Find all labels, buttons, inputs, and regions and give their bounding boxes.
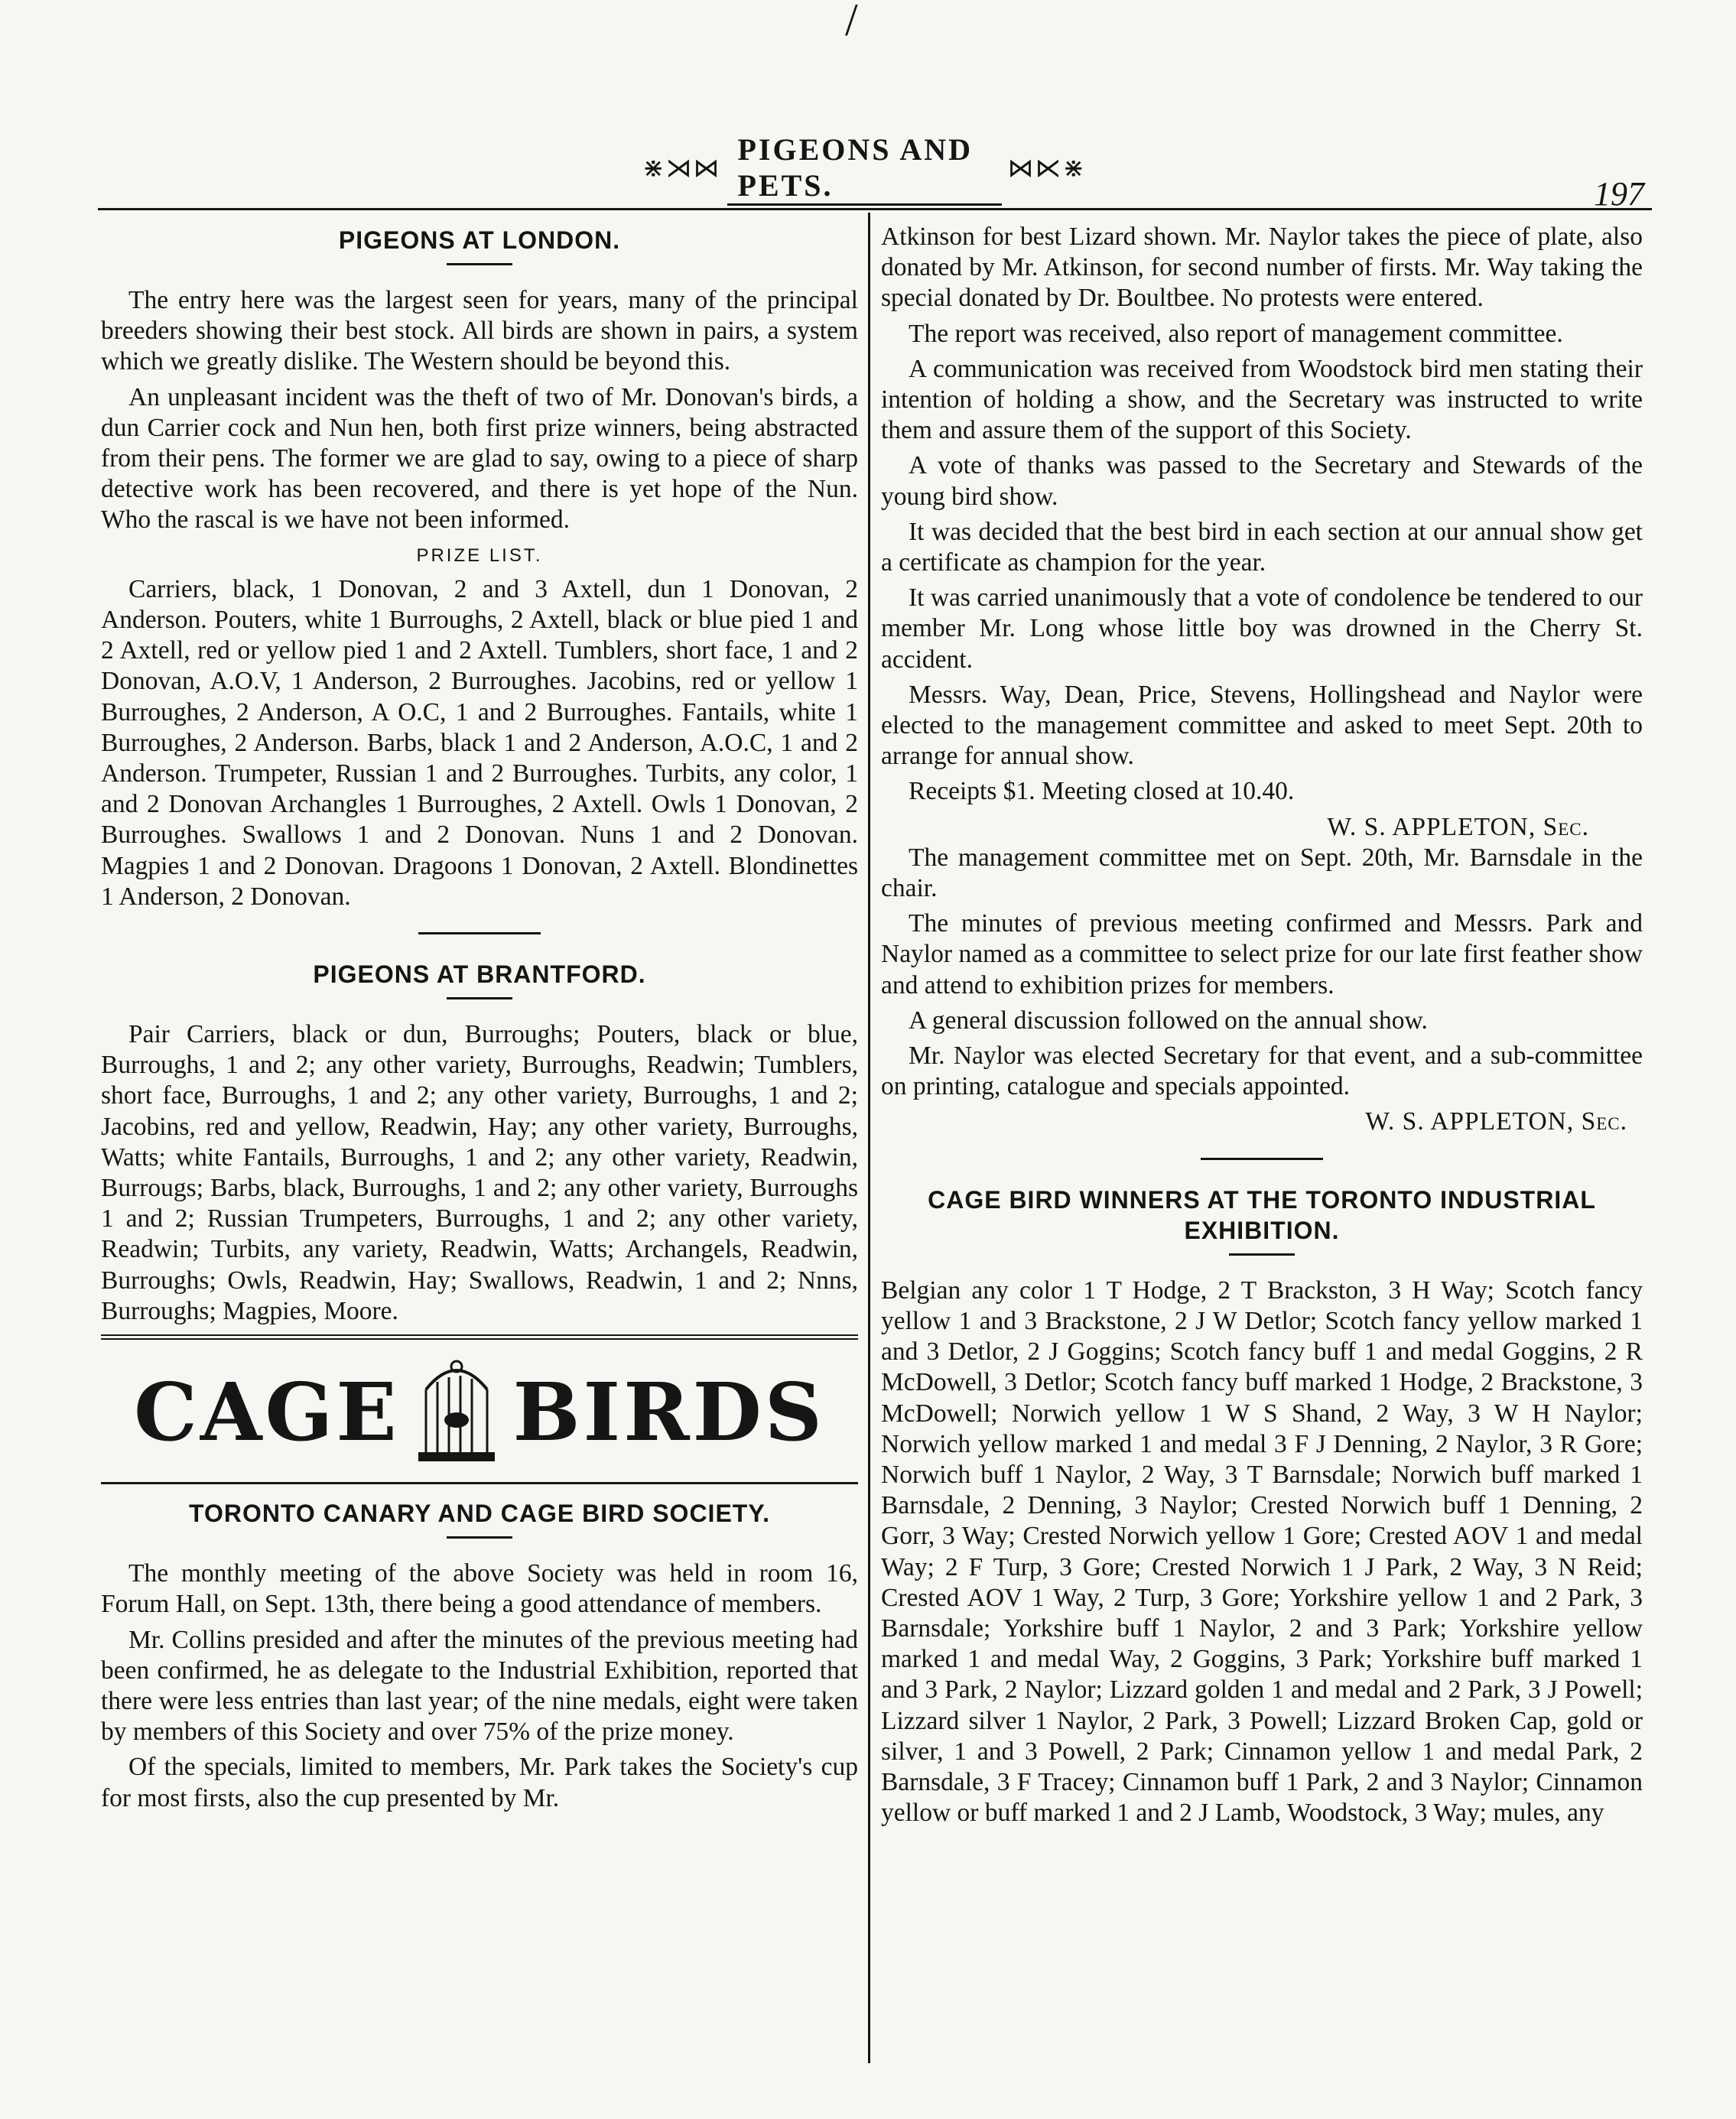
- paragraph: Mr. Naylor was elected Secretary for that event, and a sub-committee on printing, catalogue and specials appointed.: [881, 1042, 1643, 1101]
- paragraph: Of the specials, limited to members, Mr. Park takes the Society's cup for most firsts, also the cup presented by Mr.: [101, 1753, 858, 1812]
- paragraph: Pair Carriers, black or dun, Burroughs; Pouters, black or blue, Burroughs, 1 and 2; any other variety, Burroughs, Readwin; Tumblers, short face, Burroughs, 1 and 2; any other variety, Burroughs, 1 and 2; Jacobins, red and yellow, Readwin, Hay; any other variety, Burroughs, Watts; white Fantails, Burroughs, 1 and 2; any other variety, Readwin, Burrougs; Barbs, black, Burroughs, 1 and 2; any other variety, Burroughs 1 and 2; Russian Trumpeters, Burroughs, 1 and 2; any other variety, Readwin; Turbits, any variety, Readwin, Watts; Archangels, Readwin, Burroughs; Owls, Readwin, Hay; Swallows, Readwin, 1 and 2; Nnns, Burroughs; Magpies, Moore.: [101, 1020, 858, 1325]
- paragraph: The management committee met on Sept. 20th, Mr. Barnsdale in the chair.: [881, 843, 1643, 903]
- heading-rule: [447, 263, 512, 265]
- paragraph: The entry here was the largest seen for years, many of the principal breeders showing their best stock. All birds are shown in pairs, a system which we greatly dislike. The Western should be beyond this.: [101, 286, 858, 376]
- paragraph: A vote of thanks was passed to the Secretary and Stewards of the young bird show.: [881, 451, 1643, 511]
- heading-rule: [447, 997, 512, 999]
- paragraph: Messrs. Way, Dean, Price, Stevens, Hollingshead and Naylor were elected to the management committee and asked to meet Sept. 20th to arrange for annual show.: [881, 680, 1643, 771]
- heading-rule: [1229, 1253, 1295, 1256]
- heading-pigeons-at-brantford: PIGEONS AT BRANTFORD.: [313, 960, 646, 989]
- heading-toronto-canary-society: TORONTO CANARY AND CAGE BIRD SOCIETY.: [188, 1500, 771, 1528]
- paragraph: It was carried unanimously that a vote of condolence be tendered to our member Mr. Long whose little boy was drowned in the Cherry St. accident.: [881, 583, 1643, 674]
- masthead: [642, 132, 1086, 203]
- cage-birds-banner: [101, 1334, 858, 1484]
- paragraph: The monthly meeting of the above Society was held in room 16, Forum Hall, on Sept. 13th, there being a good attendance of members.: [101, 1559, 858, 1619]
- banner-word-birds: BIRDS: [512, 1364, 825, 1459]
- paragraph: An unpleasant incident was the theft of two of Mr. Donovan's birds, a dun Carrier cock and Nun hen, both first prize winners, being abstracted from their pens. The former we are glad to say, owing to a piece of sharp detective work has been recovered, and there is yet hope of the Nun. Who the rascal is we have not been informed.: [101, 382, 858, 535]
- heading-rule: [447, 1536, 512, 1539]
- paragraph: Belgian any color 1 T Hodge, 2 T Brackston, 3 H Way; Scotch fancy yellow 1 and 3 Brackstone, 2 J W Detlor; Scotch fancy yellow marked 1 and 3 Detlor, 2 J Goggins; Scotch fancy buff 1 and medal Goggins, 2 R McDowell, 3 Detlor; Scotch fancy buff marked 1 Hodge, 2 Brackstone, 3 McDowell; Norwich yellow 1 W S Shand, 2 Way, 3 W H Naylor; Norwich yellow marked 1 and medal 3 F J Denning, 2 Naylor, 3 R Gore; Norwich buff 1 Naylor, 2 Way, 3 T Barnsdale; Norwich buff marked 1 Barnsdale, 2 Denning, 3 Naylor; Crested Norwich buff 1 Denning, 2 Gorr, 3 Way; Crested Norwich yellow 1 Gore; Crested AOV 1 and medal Way; 2 F Turp, 3 Gore; Crested Norwich 1 J Park, 2 Way, 3 N Reid; Crested AOV 1 Way, 2 Turp, 3 Gore; Yorkshire yellow 1 and 2 Park, 3 Barnsdale; Yorkshire buff 1 Naylor, 2 and 3 Park; Yorkshire yellow marked 1 and medal Way, 2 Goggins, 3 Park; Yorkshire buff marked 1 and 3 Park, 2 Naylor; Lizzard golden 1 and medal and 2 Park, 3 J Powell; Lizzard silver 1 Naylor, 2 Park, 3 Powell; Lizzard Broken Cap, gold or silver, 1 and 3 Powell, 2 Park; Cinnamon yellow 1 and medal Park, 2 Barnsdale, 3 F Tracey; Cinnamon buff 1 Park, 2 and 3 Naylor; Cinnamon yellow or buff marked 1 and 2 J Lamb, Woodstock, 3 Way; mules, any: [881, 1276, 1643, 1828]
- heading-pigeons-at-london: PIGEONS AT LONDON.: [338, 226, 621, 254]
- paragraph: It was decided that the best bird in each section at our annual show get a certificate as champion for the year.: [881, 517, 1643, 577]
- paragraph: A communication was received from Woodstock bird men stating their intention of holding a show, and the Secretary was instructed to write them and assure them of the support of this Society.: [881, 354, 1643, 445]
- left-column: [101, 222, 858, 1818]
- header-rule: [98, 208, 1652, 210]
- top-pen-mark: /: [845, 0, 858, 45]
- right-column: [881, 222, 1643, 1833]
- paragraph: The report was received, also report of management committee.: [909, 319, 1563, 348]
- paragraph: The minutes of previous meeting confirmed and Messrs. Park and Naylor named as a committee to select prize for our late first feather show and attend to exhibition prizes for members.: [881, 909, 1643, 999]
- page-number: 197: [1594, 175, 1644, 213]
- paragraph: Atkinson for best Lizard shown. Mr. Naylor takes the piece of plate, also donated by Mr. Atkinson, for second number of firsts. Mr. Way taking the special donated by Dr. Boultbee. No protests were entered.: [881, 223, 1643, 313]
- masthead-right-ornament: ⋈⋉⋇: [1007, 154, 1086, 183]
- column-divider: [868, 213, 870, 2063]
- masthead-title: PIGEONS AND PETS.: [727, 132, 1002, 206]
- masthead-left-ornament: ⋇⋊⋈: [642, 154, 721, 183]
- paragraph: Receipts $1. Meeting closed at 10.40.: [909, 777, 1295, 806]
- signature: W. S. APPLETON, Sec.: [1327, 812, 1589, 841]
- section-separator: [418, 932, 541, 934]
- prize-list: Carriers, black, 1 Donovan, 2 and 3 Axtell, dun 1 Donovan, 2 Anderson. Pouters, white 1 Burroughs, 2 Axtell, black or blue pied 1 and 2 Axtell, red or yellow pied 1 and 2 Axtell. Tumblers, short face, 1 and 2 Donovan, A.O.V, 1 Anderson, 2 Burroughes. Jacobins, red or yellow 1 Burroughes, 2 Anderson, A O.C, 1 and 2 Burroughes. Fantails, white 1 Burroughes, 2 Anderson. Barbs, black 1 and 2 Anderson, A.O.C, 1 and 2 Anderson. Trumpeter, Russian 1 and 2 Burroughes. Turbits, any color, 1 and 2 Donovan Archangles 1 Burroughes, 2 Axtell. Owls 1 Donovan, 2 Burroughes. Swallows 1 and 2 Donovan. Nuns 1 and 2 Donovan. Magpies 1 and 2 Donovan. Dragoons 1 Donovan, 2 Axtell. Blondinettes 1 Anderson, 2 Donovan.: [101, 574, 858, 911]
- prize-list-subheading: PRIZE LIST.: [416, 544, 543, 566]
- banner-word-cage: CAGE: [134, 1364, 400, 1459]
- signature: W. S. APPLETON, Sec.: [1365, 1107, 1627, 1136]
- heading-cage-bird-winners: CAGE BIRD WINNERS AT THE TORONTO INDUSTRIAL EXHIBITION.: [928, 1185, 1596, 1244]
- section-separator: [1201, 1158, 1323, 1160]
- paragraph: A general discussion followed on the annual show.: [909, 1006, 1428, 1035]
- birdcage-icon: [411, 1359, 502, 1466]
- paragraph: Mr. Collins presided and after the minutes of the previous meeting had been confirmed, he as delegate to the Industrial Exhibition, reported that there were less entries than last year; of the nine medals, eight were taken by members of this Society and over 75% of the prize money.: [101, 1625, 858, 1747]
